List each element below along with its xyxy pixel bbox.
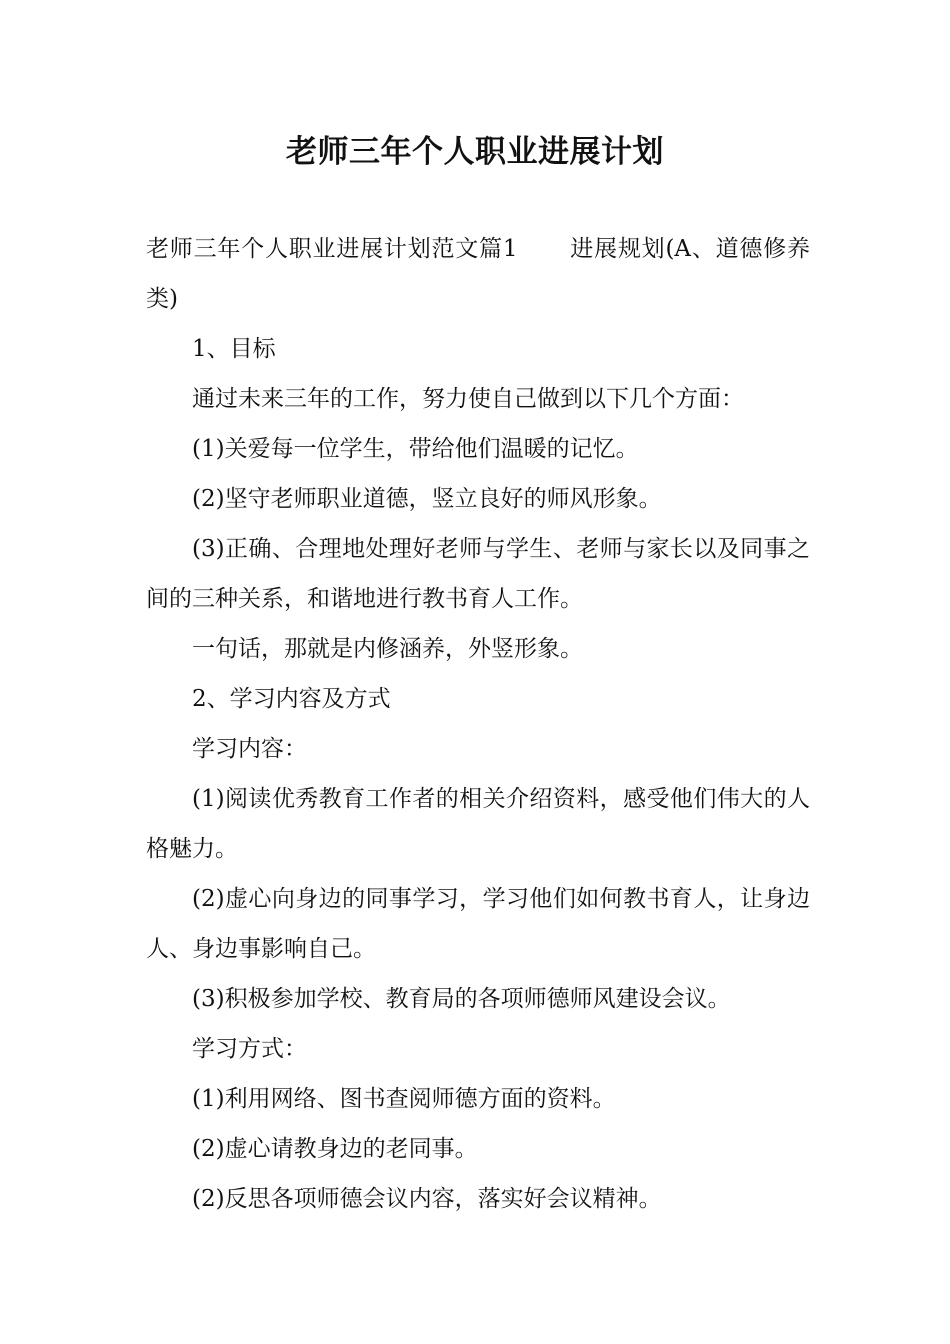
paragraph-summary: 一句话，那就是内修涵养，外竖形象。: [192, 636, 583, 662]
intro-heading: 老师三年个人职业进展计划范文篇1: [146, 236, 518, 262]
paragraph-method-item-3: (2)反思各项师德会议内容，落实好会议精神。: [192, 1186, 662, 1212]
section-heading-goal: 1、目标: [192, 336, 276, 362]
intro-rest: 进展规划(A、道德修养类): [146, 236, 810, 312]
paragraph-goal-item-2: (2)坚守老师职业道德，竖立良好的师风形象。: [192, 486, 662, 512]
paragraph-content-item-2: (2)虚心向身边的同事学习，学习他们如何教书育人，让身边人、身边事影响自己。: [146, 886, 810, 962]
paragraph-content-item-3: (3)积极参加学校、教育局的各项师德师风建设会议。: [192, 986, 731, 1012]
document-body: [146, 224, 810, 1224]
paragraph-method-item-1: (1)利用网络、图书查阅师德方面的资料。: [192, 1086, 616, 1112]
intro-paragraph: [146, 224, 810, 324]
paragraph-goal-item-1: (1)关爱每一位学生，带给他们温暖的记忆。: [192, 436, 639, 462]
paragraph-goal-intro: 通过未来三年的工作，努力使自己做到以下几个方面：: [192, 386, 744, 412]
paragraph-content-item-1: (1)阅读优秀教育工作者的相关介绍资料，感受他们伟大的人格魅力。: [146, 786, 810, 862]
section-heading-study: 2、学习内容及方式: [192, 686, 391, 712]
paragraph-goal-item-3: (3)正确、合理地处理好老师与学生、老师与家长以及同事之间的三种关系，和谐地进行教书育人工作。: [146, 536, 810, 612]
subheading-study-content: 学习内容：: [192, 736, 307, 762]
document-title: 老师三年个人职业进展计划: [286, 134, 664, 170]
paragraph-method-item-2: (2)虚心请教身边的老同事。: [192, 1136, 478, 1162]
subheading-study-method: 学习方式：: [192, 1036, 307, 1062]
